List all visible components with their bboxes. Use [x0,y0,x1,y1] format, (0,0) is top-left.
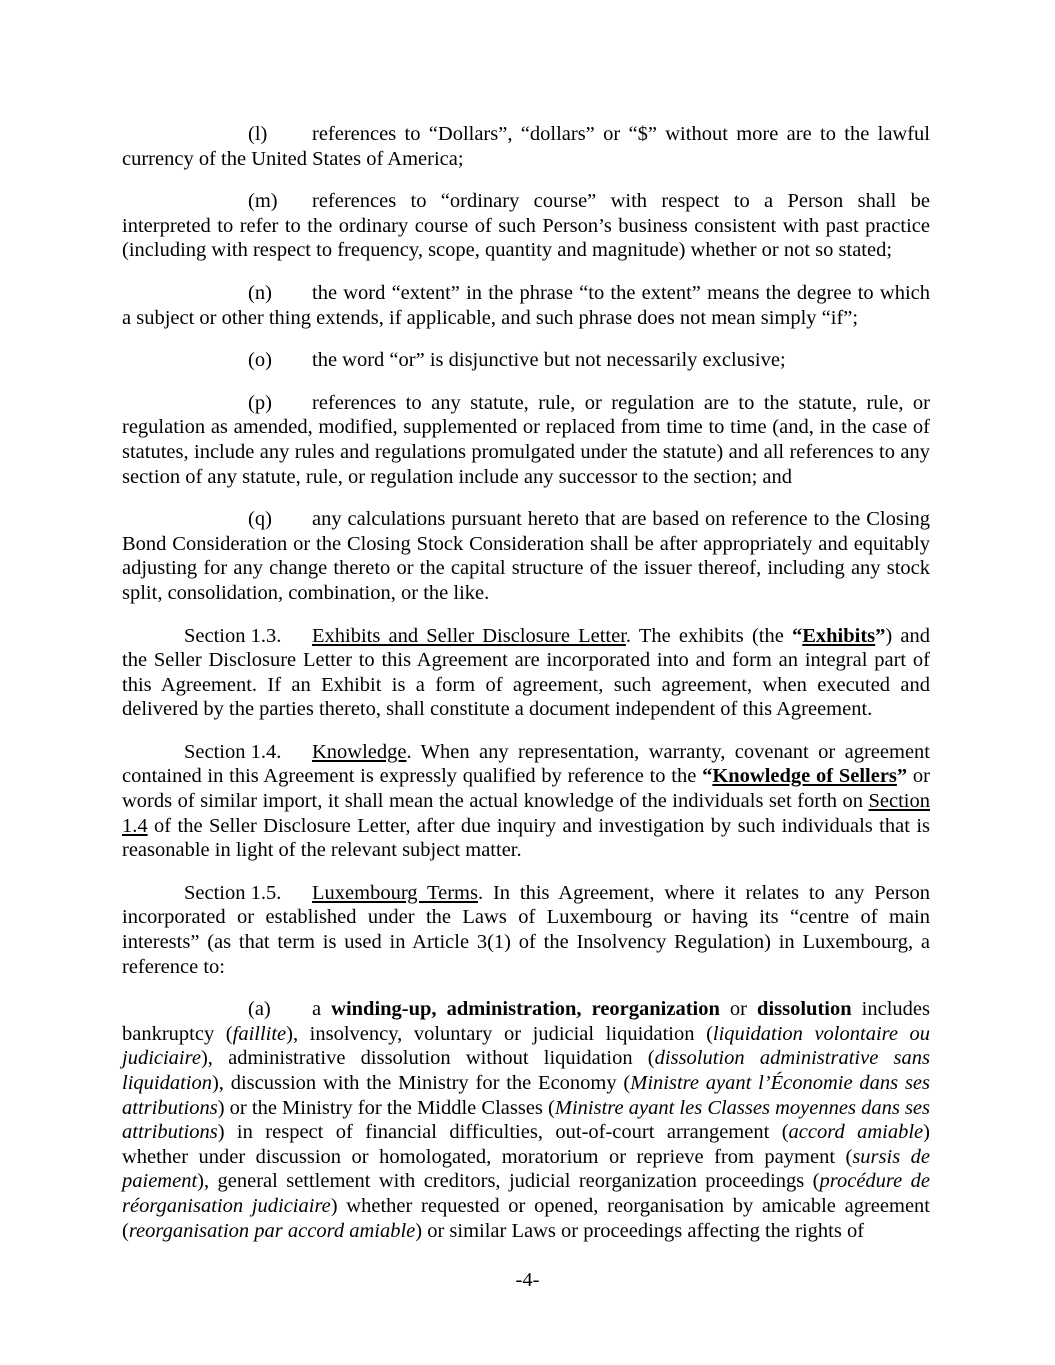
text-run: . When any representation, warranty, covenant or agreement contained in this Agreement is expressly qualified by reference to the [122,740,930,788]
paragraph-section-1-4 [122,740,930,863]
paragraph-label: Section 1.5. [184,881,282,904]
text-run: Ministre ayant les Classes moyennes dans ses attributions [122,1096,930,1144]
paragraph-clause-a [122,997,930,1243]
text-run: . In this Agreement, where it relates to any Person incorporated or established under the Laws of Luxembourg or having its “centre of main interests” (as that term is used in Article 3(1) of the Insolvency Regulation) in Luxembourg, a reference to: [122,881,930,978]
paragraph-label: (l) [248,123,268,145]
text-run: dissolution administrative sans liquidation [122,1047,930,1094]
text-run: Exhibits and Seller Disclosure Letter [312,624,626,647]
paragraph-clause-n [122,281,930,330]
text-run: Section 1.4 [122,790,930,837]
paragraph-label: (a) [248,998,271,1021]
paragraph-label: Section 1.4. [184,740,282,763]
text-run: faillite [232,1022,287,1045]
text-run: a [312,998,332,1021]
paragraph-clause-p [122,391,930,489]
text-run: Luxembourg Terms [312,881,478,904]
text-run: the word “or” is disjunctive but not necessarily exclusive; [312,349,786,372]
text-run: or [719,998,758,1021]
text-run: references to “Dollars”, “dollars” or “$” without more are to the lawful currency of the United States of America; [122,123,930,170]
text-run: ) in respect of financial difficulties, out-of-court arrangement ( [217,1121,789,1144]
text-run: ), discussion with the Ministry for the Economy ( [211,1072,631,1094]
text-run: procédure de réorganisation judiciaire [122,1170,930,1217]
text-run: ), administrative dissolution without liquidation ( [200,1047,655,1070]
text-run: the word “extent” in the phrase “to the extent” means the degree to which a subject or other thing extends, if applicable, and such phrase does not mean simply “if”; [122,281,930,329]
text-run: ) whether under discussion or homologated, moratorium or reprieve from payment ( [122,1121,930,1168]
text-run: reorganisation par accord amiable [128,1219,416,1242]
page-number: -4- [515,1269,540,1291]
text-run: Exhibits [802,624,876,647]
text-run: winding-up, administration, reorganization [331,998,720,1021]
text-run: . The exhibits (the [625,624,792,647]
text-run: includes bankruptcy ( [122,998,930,1045]
paragraph-label: (p) [248,391,272,414]
paragraph-label: (o) [248,349,272,372]
text-run: ) and the Seller Disclosure Letter to this Agreement are incorporated into and form an integral part of this Agreement. If an Exhibit is a form of agreement, such agreement, when executed and delivered by the parties thereto, shall constitute a document independent of this Agreement. [122,624,930,721]
text-run: Knowledge of Sellers [712,765,897,788]
text-run: any calculations pursuant hereto that are based on reference to the Closing Bond Consideration or the Closing Stock Consideration shall be after appropriately and equitably adjusting for any change thereto or the capital structure of the issuer thereof, including any stock split, consolidation, combination, or the like. [122,508,930,604]
paragraph-section-1-3 [122,624,930,722]
paragraph-label: (n) [248,281,272,304]
text-run: ) or the Ministry for the Middle Classes ( [217,1096,555,1119]
text-run: “ [791,624,803,647]
paragraph-clause-m [122,189,930,263]
paragraph-section-1-5 [122,881,930,979]
text-run: ) whether requested or opened, reorganisation by amicable agreement ( [122,1194,930,1242]
text-run: ) or similar Laws or proceedings affecting the rights of [415,1219,865,1242]
paragraph-clause-o [122,348,930,373]
paragraph-clause-q [122,507,930,605]
paragraph-clause-l [122,122,930,171]
text-run: ” [875,624,886,647]
text-run: references to “ordinary course” with respect to a Person shall be interpreted to refer to the ordinary course of such Person’s business consistent with past practice (including with respect to frequency, scope, quantity and magnitude) whether or not so stated; [122,190,930,262]
text-run: sursis de paiement [122,1145,930,1193]
text-run: Ministre ayant l’Économie dans ses attributions [122,1072,930,1119]
text-run: liquidation volontaire ou judiciaire [122,1022,931,1070]
text-run: ), general settlement with creditors, judicial reorganization proceedings ( [197,1170,820,1193]
text-run: references to any statute, rule, or regulation are to the statute, rule, or regulation as amended, modified, supplemented or replaced from time to time (and, in the case of statutes, include any rules and regulations promulgated under the statute) and all references to any section of any statute, rule, or regulation include any successor to the section; and [122,391,930,488]
text-run: “ [702,765,713,788]
text-run: or words of similar import, it shall mean the actual knowledge of the individuals set forth on [122,765,930,813]
paragraph-label: (q) [248,508,272,531]
text-run: ” [896,765,908,788]
text-run: dissolution [757,998,852,1021]
paragraph-label: Section 1.3. [184,624,282,647]
text-run: ), insolvency, voluntary or judicial liquidation ( [286,1022,713,1045]
paragraph-label: (m) [248,190,278,213]
text-run: accord amiable [788,1121,924,1144]
text-run: of the Seller Disclosure Letter, after due inquiry and investigation by such individuals that is reasonable in light of the relevant subject matter. [122,814,930,862]
document-body [122,122,930,1243]
text-run: Knowledge [312,740,407,763]
